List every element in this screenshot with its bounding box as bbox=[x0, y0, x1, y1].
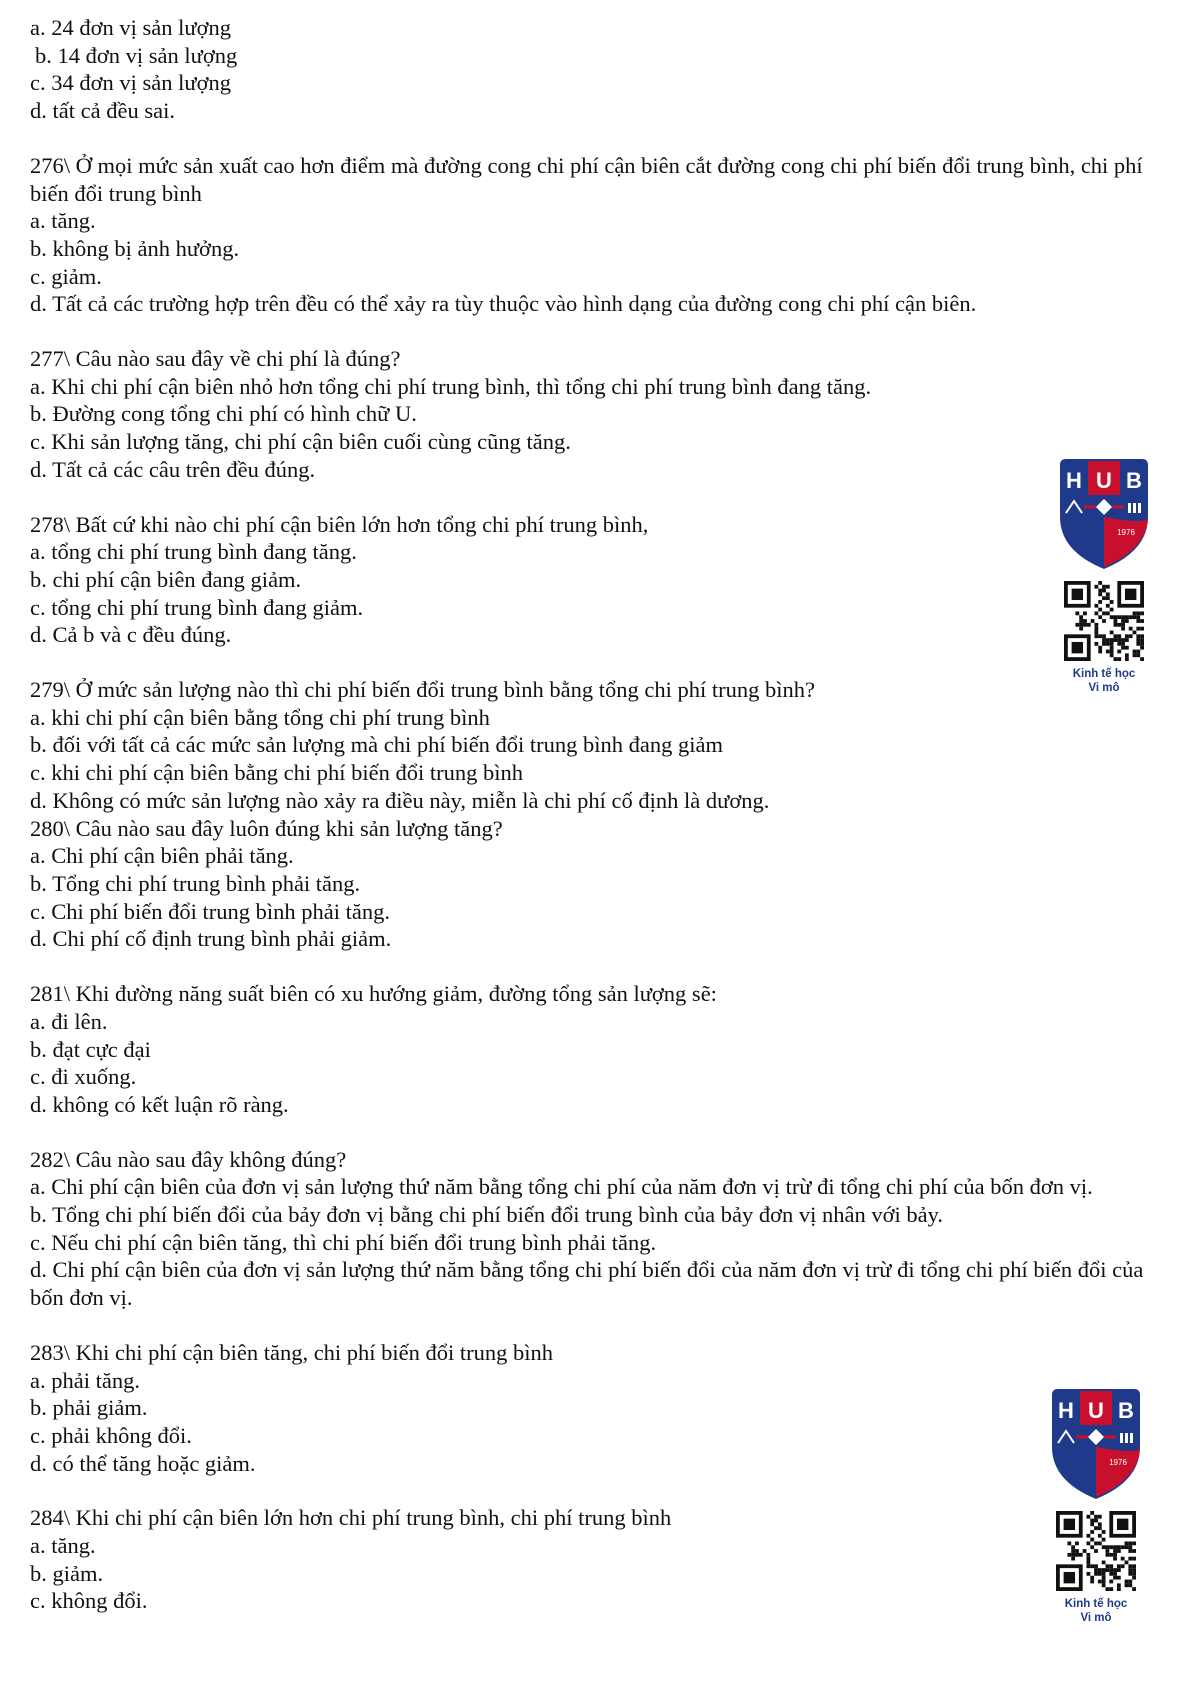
option: c. tổng chi phí trung bình đang giảm. bbox=[30, 594, 364, 620]
option: d. tất cả đều sai. bbox=[30, 98, 175, 124]
hub-logo-block-2 bbox=[1046, 1385, 1146, 1625]
qr-code-icon bbox=[1064, 581, 1144, 661]
question-281 bbox=[30, 980, 1160, 1119]
question-stem: 283\ Khi chi phí cận biên tăng, chi phí biến đổi trung bình bbox=[30, 1339, 554, 1365]
option: b. Tổng chi phí biến đổi của bảy đơn vị bằng chi phí biến đổi trung bình của bảy đơn vị nhân với bảy. bbox=[30, 1202, 944, 1228]
question-275-options bbox=[30, 14, 1160, 125]
option: a. khi chi phí cận biên bằng tổng chi phí trung bình bbox=[30, 704, 490, 730]
question-stem: 284\ Khi chi phí cận biên lớn hơn chi phí trung bình, chi phí trung bình bbox=[30, 1505, 672, 1531]
option: a. phải tăng. bbox=[30, 1367, 140, 1393]
document-body bbox=[30, 14, 1160, 1615]
option: c. phải không đổi. bbox=[30, 1422, 192, 1448]
question-stem: 282\ Câu nào sau đây không đúng? bbox=[30, 1146, 347, 1172]
option: b. đạt cực đại bbox=[30, 1036, 151, 1062]
question-stem: 277\ Câu nào sau đây về chi phí là đúng? bbox=[30, 346, 401, 372]
hub-letter-b: B bbox=[1126, 468, 1142, 493]
option: d. Không có mức sản lượng nào xảy ra điều này, miễn là chi phí cố định là dương. bbox=[30, 787, 770, 813]
option: c. Nếu chi phí cận biên tăng, thì chi phí biến đổi trung bình phải tăng. bbox=[30, 1229, 657, 1255]
option: d. Chi phí cận biên của đơn vị sản lượng thứ năm bằng tổng chi phí biến đổi của năm đơn vị trừ đi tổng chi phí biến đổi của bốn đơn vị. bbox=[30, 1257, 1149, 1311]
option: d. Tất cả các trường hợp trên đều có thể xảy ra tùy thuộc vào hình dạng của đường cong chi phí cận biên. bbox=[30, 291, 977, 317]
option: a. tăng. bbox=[30, 1533, 96, 1559]
option: c. Chi phí biến đổi trung bình phải tăng. bbox=[30, 898, 390, 924]
question-stem: 279\ Ở mức sản lượng nào thì chi phí biến đổi trung bình bằng tổng chi phí trung bình? bbox=[30, 677, 815, 703]
hub-letter-u: U bbox=[1088, 1398, 1104, 1423]
question-282 bbox=[30, 1146, 1160, 1312]
caption-line-2: Vi mô bbox=[1088, 682, 1120, 694]
logo-caption bbox=[1054, 667, 1154, 695]
question-277 bbox=[30, 345, 1160, 484]
caption-line-1: Kinh tế học bbox=[1072, 668, 1136, 680]
option: d. Chi phí cố định trung bình phải giảm. bbox=[30, 926, 392, 952]
option: b. Tổng chi phí trung bình phải tăng. bbox=[30, 870, 361, 896]
question-278 bbox=[30, 511, 1160, 650]
hub-shield-logo bbox=[1046, 1385, 1146, 1503]
option: c. khi chi phí cận biên bằng chi phí biến đổi trung bình bbox=[30, 760, 524, 786]
option: a. tổng chi phí trung bình đang tăng. bbox=[30, 539, 357, 565]
question-279 bbox=[30, 676, 1160, 815]
option: c. đi xuống. bbox=[30, 1064, 137, 1090]
hub-letter-u: U bbox=[1096, 468, 1112, 493]
option: a. Chi phí cận biên của đơn vị sản lượng thứ năm bằng tổng chi phí của năm đơn vị trừ đi tổng chi phí của bốn đơn vị. bbox=[30, 1174, 1093, 1200]
question-stem: 280\ Câu nào sau đây luôn đúng khi sản lượng tăng? bbox=[30, 815, 503, 841]
question-stem: 278\ Bất cứ khi nào chi phí cận biên lớn hơn tổng chi phí trung bình, bbox=[30, 511, 649, 537]
question-283 bbox=[30, 1339, 1160, 1478]
hub-letter-h: H bbox=[1058, 1398, 1074, 1423]
caption-line-1: Kinh tế học bbox=[1064, 1598, 1128, 1610]
logo-caption bbox=[1046, 1597, 1146, 1625]
option: c. 34 đơn vị sản lượng bbox=[30, 70, 231, 96]
hub-letter-h: H bbox=[1066, 468, 1082, 493]
option: a. Khi chi phí cận biên nhỏ hơn tổng chi phí trung bình, thì tổng chi phí trung bình đang tăng. bbox=[30, 373, 872, 399]
option: b. giảm. bbox=[30, 1560, 104, 1586]
caption-line-2: Vi mô bbox=[1080, 1612, 1112, 1624]
option: d. có thể tăng hoặc giảm. bbox=[30, 1450, 256, 1476]
hub-shield-logo bbox=[1054, 455, 1154, 573]
option: a. Chi phí cận biên phải tăng. bbox=[30, 843, 294, 869]
hub-year: 1976 bbox=[1117, 528, 1135, 537]
qr-code-icon bbox=[1056, 1511, 1136, 1591]
option: c. Khi sản lượng tăng, chi phí cận biên cuối cùng cũng tăng. bbox=[30, 429, 571, 455]
option: a. đi lên. bbox=[30, 1008, 108, 1034]
option: c. giảm. bbox=[30, 263, 102, 289]
option: b. không bị ảnh hưởng. bbox=[30, 235, 240, 261]
question-stem: 281\ Khi đường năng suất biên có xu hướng giảm, đường tổng sản lượng sẽ: bbox=[30, 981, 717, 1007]
option: b. đối với tất cả các mức sản lượng mà chi phí biến đổi trung bình đang giảm bbox=[30, 732, 724, 758]
option: b. chi phí cận biên đang giảm. bbox=[30, 566, 302, 592]
question-280 bbox=[30, 815, 1160, 954]
option: c. không đổi. bbox=[30, 1588, 148, 1614]
option: b. phải giảm. bbox=[30, 1395, 148, 1421]
option: d. không có kết luận rõ ràng. bbox=[30, 1091, 289, 1117]
question-284 bbox=[30, 1504, 1160, 1615]
option: b. Đường cong tổng chi phí có hình chữ U. bbox=[30, 401, 417, 427]
option: a. 24 đơn vị sản lượng bbox=[30, 15, 231, 40]
option: a. tăng. bbox=[30, 208, 96, 234]
option: b. 14 đơn vị sản lượng bbox=[35, 42, 238, 68]
hub-letter-b: B bbox=[1118, 1398, 1134, 1423]
option: d. Tất cả các câu trên đều đúng. bbox=[30, 456, 316, 482]
question-276 bbox=[30, 152, 1160, 318]
hub-logo-block bbox=[1054, 455, 1154, 695]
hub-year: 1976 bbox=[1109, 1458, 1127, 1467]
question-stem: 276\ Ở mọi mức sản xuất cao hơn điểm mà đường cong chi phí cận biên cắt đường cong chi phí biến đổi trung bình, chi phí biến đổi trung bình bbox=[30, 152, 1149, 206]
option: d. Cả b và c đều đúng. bbox=[30, 622, 232, 648]
